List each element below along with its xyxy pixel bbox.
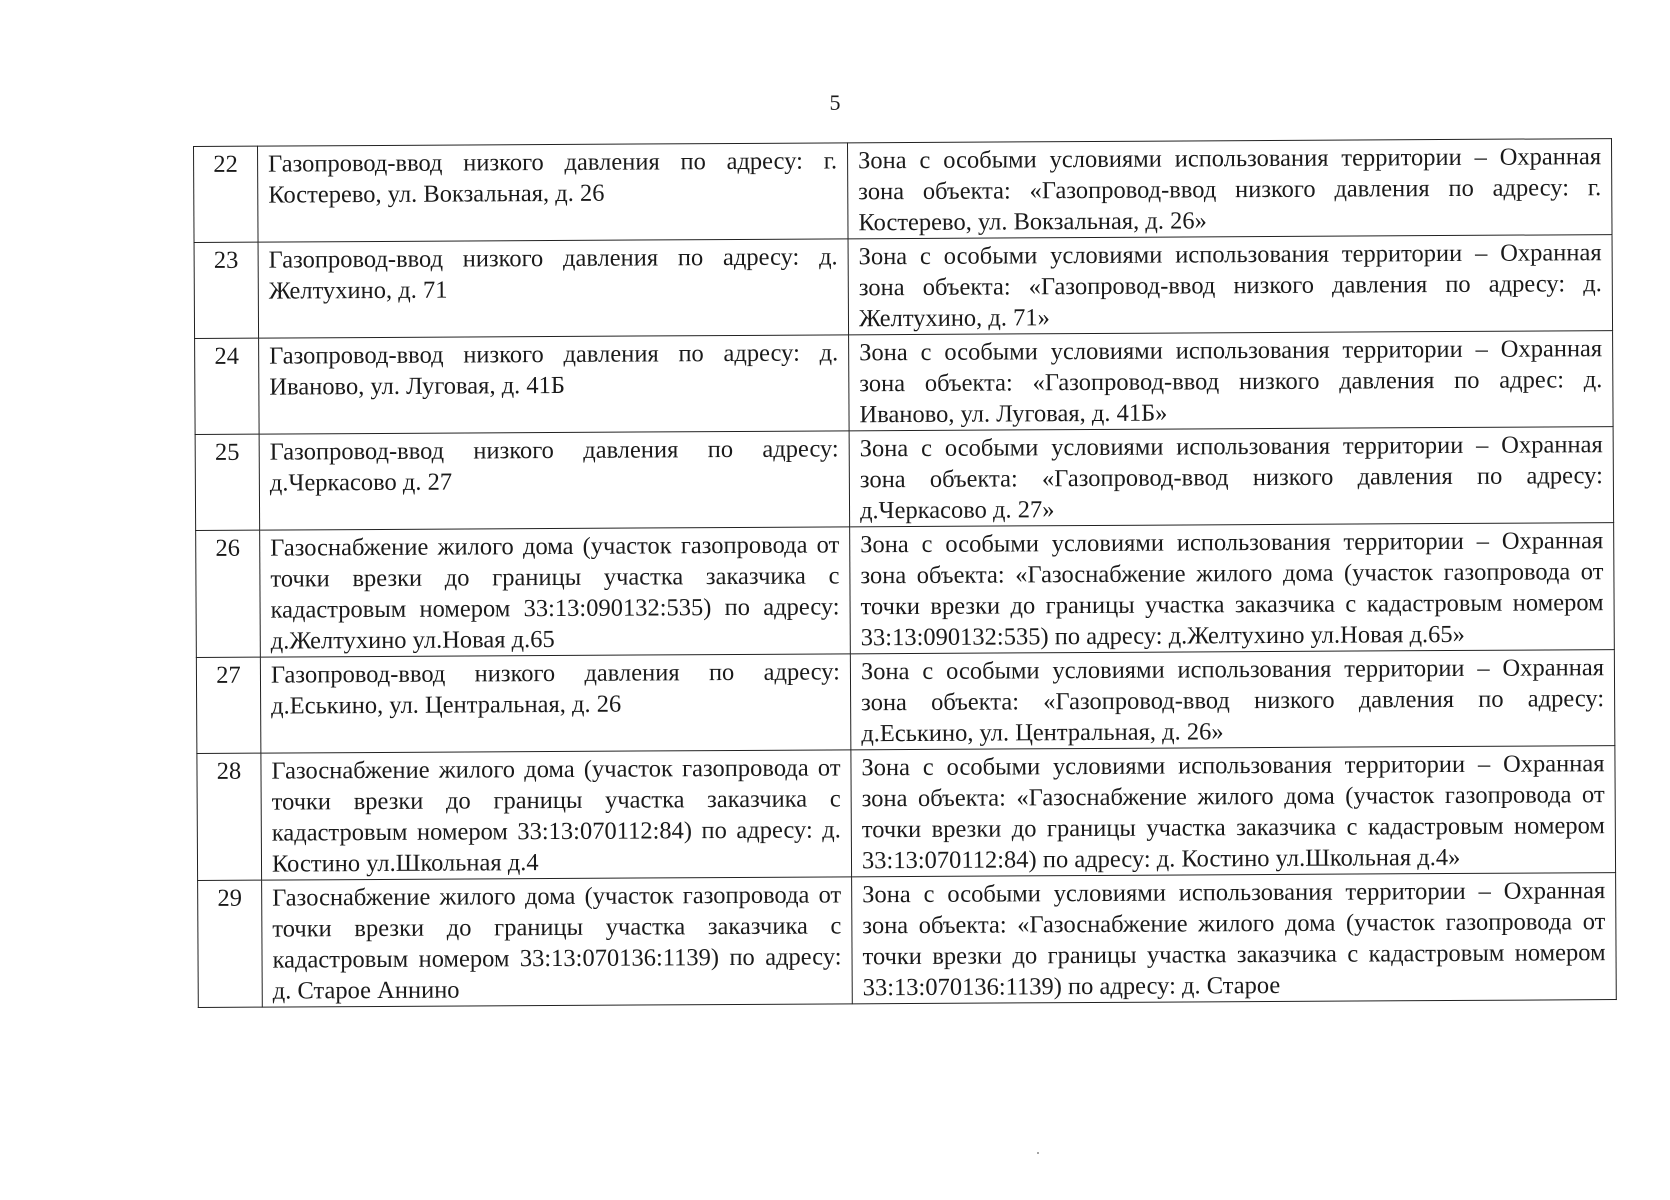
zone-description-cell: Зона с особыми условиями использования территории – Охранная зона объекта: «Газоснабжение жилого дома (участок газопровода от точки врезки до границы участка заказчика с кадастровым номером 33:13:070112:84) по адресу: д. Костино ул.Школьная д.4»: [851, 746, 1616, 877]
scan-speck: [1037, 1152, 1039, 1154]
table-row: [198, 873, 1617, 1008]
zone-description-cell: Зона с особыми условиями использования территории – Охранная зона объекта: «Газопровод-ввод низкого давления по адрес: д. Иваново, ул. Луговая, д. 41Б»: [849, 331, 1614, 431]
table-row: [195, 331, 1614, 435]
table-row: [195, 427, 1614, 531]
zone-description-cell: Зона с особыми условиями использования территории – Охранная зона объекта: «Газоснабжение жилого дома (участок газопровода от точки врезки до границы участка заказчика с кадастровым номером 33:13:090132:535) по адресу: д.Желтухино ул.Новая д.65»: [850, 523, 1615, 654]
row-number: 27: [196, 657, 261, 753]
table-row: [197, 746, 1616, 881]
row-number: 29: [198, 880, 263, 1007]
row-number: 25: [195, 434, 260, 530]
page-number: 5: [829, 90, 841, 115]
table-row: [194, 139, 1613, 243]
zone-description-cell: Зона с особыми условиями использования территории – Охранная зона объекта: «Газопровод-ввод низкого давления по адресу: д.Еськино, ул. Центральная, д. 26»: [850, 650, 1615, 750]
row-number: 24: [195, 338, 260, 434]
zone-description-cell: Зона с особыми условиями использования территории – Охранная зона объекта: «Газопровод-ввод низкого давления по адресу: д. Желтухино, д. 71»: [848, 235, 1613, 335]
object-name-cell: Газопровод-ввод низкого давления по адресу: д.Черкасово д. 27: [259, 431, 850, 530]
object-name-cell: Газоснабжение жилого дома (участок газопровода от точки врезки до границы участка заказчика с кадастровым номером 33:13:070112:84) по адресу: д. Костино ул.Школьная д.4: [261, 750, 852, 880]
object-name-cell: Газоснабжение жилого дома (участок газопровода от точки врезки до границы участка заказчика с кадастровым номером 33:13:090132:535) по адресу: д.Желтухино ул.Новая д.65: [260, 527, 851, 657]
object-name-cell: Газопровод-ввод низкого давления по адресу: г. Костерево, ул. Вокзальная, д. 26: [258, 143, 849, 242]
row-number: 26: [196, 530, 261, 657]
table-row: [196, 650, 1615, 754]
object-name-cell: Газопровод-ввод низкого давления по адресу: д. Желтухино, д. 71: [258, 239, 849, 338]
row-number: 23: [194, 242, 259, 338]
zone-description-cell: Зона с особыми условиями использования территории – Охранная зона объекта: «Газоснабжение жилого дома (участок газопровода от точки врезки до границы участка заказчика с кадастровым номером 33:13:070136:1139) по адресу: д. Старое: [852, 873, 1617, 1004]
object-name-cell: Газоснабжение жилого дома (участок газопровода от точки врезки до границы участка заказчика с кадастровым номером 33:13:070136:1139) по адресу: д. Старое Аннино: [262, 877, 853, 1007]
zones-table: [193, 138, 1617, 1008]
table-row: [194, 235, 1613, 339]
object-name-cell: Газопровод-ввод низкого давления по адресу: д.Еськино, ул. Центральная, д. 26: [260, 654, 851, 753]
object-name-cell: Газопровод-ввод низкого давления по адресу: д. Иваново, ул. Луговая, д. 41Б: [259, 335, 850, 434]
row-number: 28: [197, 753, 262, 880]
zone-description-cell: Зона с особыми условиями использования территории – Охранная зона объекта: «Газопровод-ввод низкого давления по адресу: г. Костерево, ул. Вокзальная, д. 26»: [847, 139, 1612, 239]
table-row: [196, 523, 1615, 658]
zone-description-cell: Зона с особыми условиями использования территории – Охранная зона объекта: «Газопровод-ввод низкого давления по адресу: д.Черкасово д. 27»: [849, 427, 1614, 527]
row-number: 22: [194, 146, 259, 242]
